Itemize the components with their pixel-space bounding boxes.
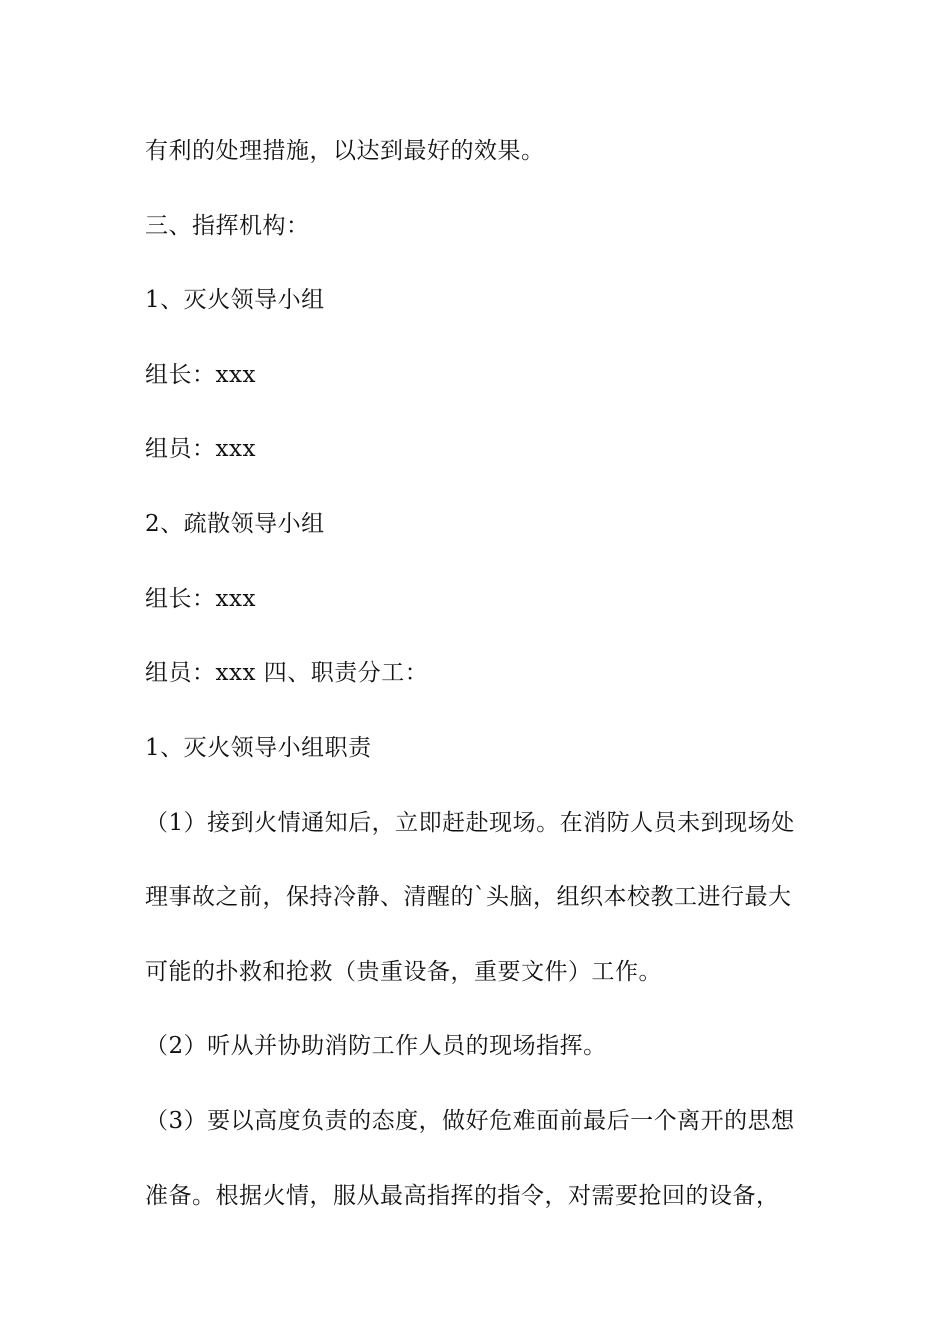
text-line: 准备。根据火情，服从最高指挥的指令，对需要抢回的设备， (145, 1183, 780, 1209)
text-line: 可能的扑救和抢救（贵重设备，重要文件）工作。 (145, 959, 662, 985)
text-line: （2）听从并协助消防工作人员的现场指挥。 (145, 1033, 607, 1059)
subsection-heading: 2、疏散领导小组 (145, 511, 325, 537)
text-line: 组员：xxx 四、职责分工： (145, 660, 429, 686)
text-line: 有利的处理措施，以达到最好的效果。 (145, 138, 545, 164)
text-line: 组员：xxx (145, 436, 256, 462)
text-line: 组长：xxx (145, 362, 256, 388)
subsection-heading: 1、灭火领导小组职责 (145, 735, 372, 761)
text-line: 组长：xxx (145, 586, 256, 612)
text-line: （1）接到火情通知后，立即赶赴现场。在消防人员未到现场处 (145, 810, 795, 836)
text-line: （3）要以高度负责的态度，做好危难面前最后一个离开的思想 (145, 1108, 795, 1134)
subsection-heading: 1、灭火领导小组 (145, 287, 325, 313)
text-line: 理事故之前，保持冷静、清醒的`头脑，组织本校教工进行最大 (145, 884, 792, 910)
section-heading: 三、指挥机构： (145, 213, 310, 239)
